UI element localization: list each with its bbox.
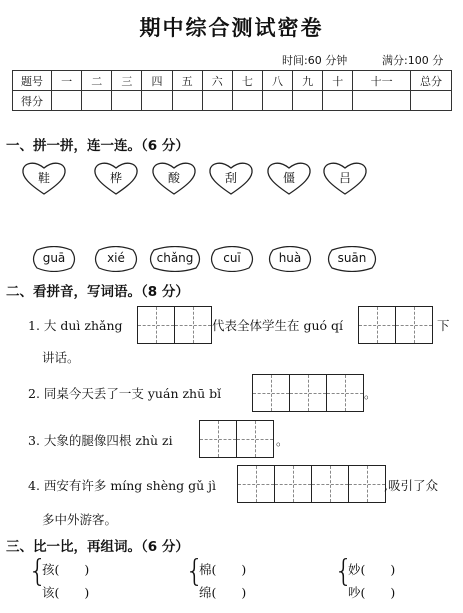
q1-continuation: 讲话。 bbox=[42, 350, 80, 365]
heart-card[interactable] bbox=[151, 160, 197, 196]
grid-cell[interactable] bbox=[396, 307, 432, 343]
score-cell[interactable] bbox=[411, 91, 452, 111]
pinyin-card[interactable] bbox=[326, 246, 378, 272]
score-header-cell: 五 bbox=[172, 71, 202, 91]
score-header-cell: 总分 bbox=[411, 71, 452, 91]
score-header-cell: 三 bbox=[112, 71, 142, 91]
compare-item[interactable]: 孩( ) bbox=[42, 562, 90, 577]
compare-item[interactable]: 妙( ) bbox=[348, 562, 396, 577]
score-header-cell: 题号 bbox=[13, 71, 52, 91]
score-cell[interactable] bbox=[52, 91, 82, 111]
q2-answer-grid[interactable] bbox=[252, 374, 364, 412]
q2-prefix: 2. 同桌今天丢了一支 yuán zhū bǐ bbox=[28, 386, 222, 401]
compare-item[interactable]: 绵( ) bbox=[199, 585, 247, 600]
score-header-cell: 九 bbox=[293, 71, 323, 91]
score-header-cell: 二 bbox=[82, 71, 112, 91]
score-cell[interactable] bbox=[262, 91, 292, 111]
grid-cell[interactable] bbox=[275, 466, 312, 502]
heart-character: 桦 bbox=[109, 171, 122, 185]
q3-suffix: 。 bbox=[276, 433, 289, 448]
compare-item[interactable]: 吵( ) bbox=[348, 585, 396, 600]
heart-character: 吕 bbox=[338, 171, 351, 185]
grid-cell[interactable] bbox=[237, 421, 273, 457]
score-row-label: 得分 bbox=[13, 91, 52, 111]
q4-continuation: 多中外游客。 bbox=[42, 512, 118, 527]
score-header-cell: 十 bbox=[323, 71, 353, 91]
heart-card[interactable] bbox=[322, 160, 368, 196]
q3-prefix: 3. 大象的腿像四根 zhù zi bbox=[28, 433, 173, 448]
score-cell[interactable] bbox=[82, 91, 112, 111]
q1-suffix: 下 bbox=[437, 318, 450, 333]
grid-cell[interactable] bbox=[359, 307, 396, 343]
score-cell[interactable] bbox=[112, 91, 142, 111]
score-value-row bbox=[13, 91, 452, 111]
pinyin-card[interactable] bbox=[267, 246, 313, 272]
score-cell[interactable] bbox=[232, 91, 262, 111]
score-table bbox=[12, 70, 452, 111]
score-header-cell: 六 bbox=[202, 71, 232, 91]
score-cell[interactable] bbox=[172, 91, 202, 111]
section1-heading: 一、拼一拼，连一连。（6 分） bbox=[6, 138, 189, 154]
grid-cell[interactable] bbox=[200, 421, 237, 457]
pinyin-label: guā bbox=[42, 251, 66, 265]
grid-cell[interactable] bbox=[290, 375, 327, 411]
q4-prefix: 4. 西安有许多 míng shèng gǔ jì bbox=[28, 478, 217, 493]
heart-card[interactable] bbox=[208, 160, 254, 196]
heart-card[interactable] bbox=[21, 160, 67, 196]
pinyin-label: xié bbox=[107, 251, 125, 265]
brace-icon: { bbox=[334, 554, 354, 589]
grid-cell[interactable] bbox=[349, 466, 385, 502]
heart-card[interactable] bbox=[93, 160, 139, 196]
pinyin-card[interactable] bbox=[209, 246, 255, 272]
section3-heading: 三、比一比，再组词。（6 分） bbox=[6, 539, 189, 555]
compare-item[interactable]: 该( ) bbox=[42, 585, 90, 600]
grid-cell[interactable] bbox=[327, 375, 363, 411]
time-limit: 时间:60 分钟 bbox=[282, 54, 348, 67]
grid-cell[interactable] bbox=[253, 375, 290, 411]
score-cell[interactable] bbox=[323, 91, 353, 111]
q2-suffix: 。 bbox=[364, 386, 377, 401]
score-header-cell: 一 bbox=[52, 71, 82, 91]
grid-cell[interactable] bbox=[175, 307, 211, 343]
brace-icon: { bbox=[28, 554, 48, 589]
score-header-cell: 八 bbox=[262, 71, 292, 91]
score-header-row bbox=[13, 71, 452, 91]
pinyin-label: cuī bbox=[223, 251, 241, 265]
score-cell[interactable] bbox=[293, 91, 323, 111]
heart-character: 僵 bbox=[282, 171, 295, 185]
page-title: 期中综合测试密卷 bbox=[139, 16, 324, 40]
pinyin-card[interactable] bbox=[31, 246, 77, 272]
q1-middle: 代表全体学生在 guó qí bbox=[212, 318, 344, 333]
score-header-cell: 四 bbox=[142, 71, 172, 91]
q4-suffix: ,吸引了众 bbox=[384, 478, 438, 493]
grid-cell[interactable] bbox=[138, 307, 175, 343]
section2-heading: 二、看拼音，写词语。（8 分） bbox=[6, 284, 189, 300]
grid-cell[interactable] bbox=[238, 466, 275, 502]
heart-character: 酸 bbox=[167, 171, 180, 185]
grid-cell[interactable] bbox=[312, 466, 349, 502]
score-cell[interactable] bbox=[142, 91, 172, 111]
pinyin-card[interactable] bbox=[148, 246, 202, 272]
pinyin-label: chǎng bbox=[156, 251, 194, 265]
heart-character: 鞋 bbox=[37, 171, 50, 185]
q1-prefix: 1. 大 duì zhǎng bbox=[28, 318, 123, 333]
heart-character: 刮 bbox=[224, 171, 237, 185]
q3-answer-grid[interactable] bbox=[199, 420, 274, 458]
full-score: 满分:100 分 bbox=[382, 54, 444, 67]
q1-answer-grid-2[interactable] bbox=[358, 306, 433, 344]
heart-card[interactable] bbox=[266, 160, 312, 196]
compare-item[interactable]: 棉( ) bbox=[199, 562, 247, 577]
q4-answer-grid[interactable] bbox=[237, 465, 386, 503]
score-cell[interactable] bbox=[353, 91, 411, 111]
q1-answer-grid-1[interactable] bbox=[137, 306, 212, 344]
brace-icon: { bbox=[185, 554, 205, 589]
score-cell[interactable] bbox=[202, 91, 232, 111]
score-header-cell: 七 bbox=[232, 71, 262, 91]
pinyin-card[interactable] bbox=[93, 246, 139, 272]
pinyin-label: suān bbox=[337, 251, 367, 265]
score-header-cell: 十一 bbox=[353, 71, 411, 91]
pinyin-label: huà bbox=[278, 251, 302, 265]
